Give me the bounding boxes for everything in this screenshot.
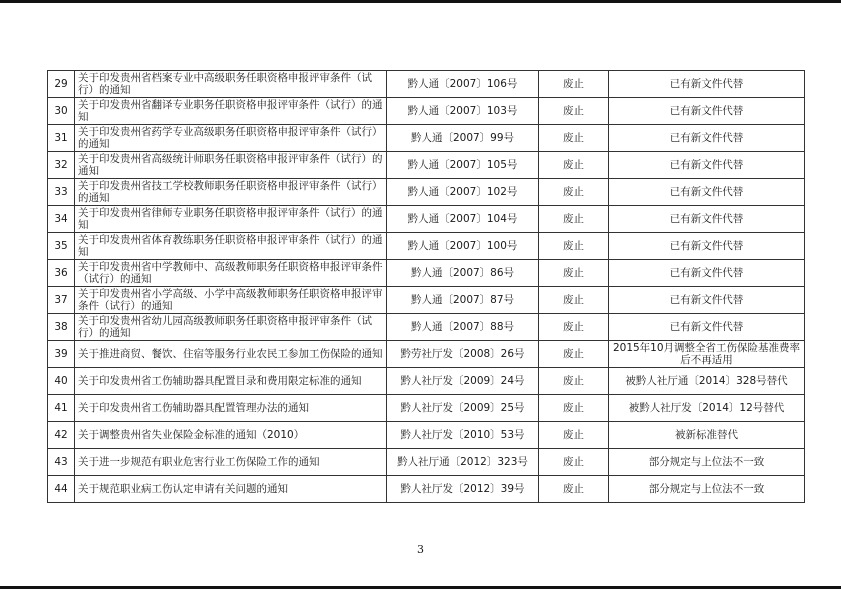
document-number: 黔人通〔2007〕105号 xyxy=(387,152,539,179)
document-title: 关于推进商贸、餐饮、住宿等服务行业农民工参加工伤保险的通知 xyxy=(75,341,387,368)
remark-cell: 已有新文件代替 xyxy=(609,314,805,341)
status-cell: 废止 xyxy=(539,368,609,395)
remark-cell: 被黔人社厅发〔2014〕12号替代 xyxy=(609,395,805,422)
table-row xyxy=(48,125,805,152)
remark-cell: 被黔人社厅通〔2014〕328号替代 xyxy=(609,368,805,395)
document-number: 黔人通〔2007〕106号 xyxy=(387,71,539,98)
row-number: 35 xyxy=(48,233,75,260)
table-row xyxy=(48,395,805,422)
remark-cell: 已有新文件代替 xyxy=(609,260,805,287)
status-cell: 废止 xyxy=(539,71,609,98)
document-number: 黔人通〔2007〕103号 xyxy=(387,98,539,125)
status-cell: 废止 xyxy=(539,422,609,449)
row-number: 30 xyxy=(48,98,75,125)
remark-cell: 已有新文件代替 xyxy=(609,287,805,314)
document-title: 关于印发贵州省工伤辅助器具配置管理办法的通知 xyxy=(75,395,387,422)
table-row xyxy=(48,233,805,260)
table-row xyxy=(48,287,805,314)
status-cell: 废止 xyxy=(539,476,609,503)
row-number: 43 xyxy=(48,449,75,476)
status-cell: 废止 xyxy=(539,449,609,476)
status-cell: 废止 xyxy=(539,233,609,260)
status-cell: 废止 xyxy=(539,179,609,206)
table-body xyxy=(48,71,805,503)
document-title: 关于印发贵州省中学教师中、高级教师职务任职资格申报评审条件（试行）的通知 xyxy=(75,260,387,287)
status-cell: 废止 xyxy=(539,206,609,233)
document-number: 黔人通〔2007〕100号 xyxy=(387,233,539,260)
document-title: 关于印发贵州省翻译专业职务任职资格申报评审条件（试行）的通知 xyxy=(75,98,387,125)
document-number: 黔人通〔2007〕104号 xyxy=(387,206,539,233)
document-number: 黔劳社厅发〔2008〕26号 xyxy=(387,341,539,368)
row-number: 40 xyxy=(48,368,75,395)
page-number: 3 xyxy=(417,543,424,556)
status-cell: 废止 xyxy=(539,341,609,368)
status-cell: 废止 xyxy=(539,260,609,287)
row-number: 33 xyxy=(48,179,75,206)
row-number: 44 xyxy=(48,476,75,503)
table-row xyxy=(48,314,805,341)
remark-cell: 2015年10月调整全省工伤保险基准费率后不再适用 xyxy=(609,341,805,368)
table-row xyxy=(48,422,805,449)
document-number: 黔人通〔2007〕99号 xyxy=(387,125,539,152)
row-number: 39 xyxy=(48,341,75,368)
remark-cell: 部分规定与上位法不一致 xyxy=(609,449,805,476)
document-number: 黔人通〔2007〕86号 xyxy=(387,260,539,287)
remark-cell: 已有新文件代替 xyxy=(609,233,805,260)
table-row xyxy=(48,449,805,476)
remark-cell: 部分规定与上位法不一致 xyxy=(609,476,805,503)
table-row xyxy=(48,260,805,287)
table-row xyxy=(48,152,805,179)
row-number: 38 xyxy=(48,314,75,341)
document-number: 黔人社厅发〔2009〕24号 xyxy=(387,368,539,395)
document-number: 黔人社厅发〔2012〕39号 xyxy=(387,476,539,503)
top-border-rule xyxy=(0,0,841,3)
status-cell: 废止 xyxy=(539,125,609,152)
row-number: 31 xyxy=(48,125,75,152)
status-cell: 废止 xyxy=(539,152,609,179)
table-row xyxy=(48,206,805,233)
remark-cell: 被新标准替代 xyxy=(609,422,805,449)
document-title: 关于调整贵州省失业保险金标准的通知（2010） xyxy=(75,422,387,449)
abolished-documents-table xyxy=(47,70,805,503)
document-title: 关于印发贵州省小学高级、小学中高级教师职务任职资格申报评审条件（试行）的通知 xyxy=(75,287,387,314)
row-number: 29 xyxy=(48,71,75,98)
bottom-border-rule xyxy=(0,586,841,589)
document-number: 黔人通〔2007〕102号 xyxy=(387,179,539,206)
table-row xyxy=(48,179,805,206)
document-number: 黔人通〔2007〕88号 xyxy=(387,314,539,341)
document-number: 黔人社厅发〔2010〕53号 xyxy=(387,422,539,449)
document-title: 关于进一步规范有职业危害行业工伤保险工作的通知 xyxy=(75,449,387,476)
table-row xyxy=(48,341,805,368)
remark-cell: 已有新文件代替 xyxy=(609,152,805,179)
row-number: 37 xyxy=(48,287,75,314)
status-cell: 废止 xyxy=(539,395,609,422)
remark-cell: 已有新文件代替 xyxy=(609,206,805,233)
table-row xyxy=(48,476,805,503)
remark-cell: 已有新文件代替 xyxy=(609,179,805,206)
row-number: 36 xyxy=(48,260,75,287)
table-row xyxy=(48,98,805,125)
status-cell: 废止 xyxy=(539,287,609,314)
document-number: 黔人社厅通〔2012〕323号 xyxy=(387,449,539,476)
document-title: 关于印发贵州省档案专业中高级职务任职资格申报评审条件（试行）的通知 xyxy=(75,71,387,98)
document-title: 关于印发贵州省高级统计师职务任职资格申报评审条件（试行）的通知 xyxy=(75,152,387,179)
table-row xyxy=(48,368,805,395)
document-title: 关于印发贵州省体育教练职务任职资格申报评审条件（试行）的通知 xyxy=(75,233,387,260)
document-title: 关于印发贵州省律师专业职务任职资格申报评审条件（试行）的通知 xyxy=(75,206,387,233)
document-number: 黔人社厅发〔2009〕25号 xyxy=(387,395,539,422)
document-title: 关于印发贵州省工伤辅助器具配置目录和费用限定标准的通知 xyxy=(75,368,387,395)
remark-cell: 已有新文件代替 xyxy=(609,98,805,125)
row-number: 41 xyxy=(48,395,75,422)
document-title: 关于印发贵州省幼儿园高级教师职务任职资格申报评审条件（试行）的通知 xyxy=(75,314,387,341)
table-row xyxy=(48,71,805,98)
remark-cell: 已有新文件代替 xyxy=(609,125,805,152)
row-number: 34 xyxy=(48,206,75,233)
remark-cell: 已有新文件代替 xyxy=(609,71,805,98)
document-title: 关于规范职业病工伤认定申请有关问题的通知 xyxy=(75,476,387,503)
status-cell: 废止 xyxy=(539,314,609,341)
row-number: 32 xyxy=(48,152,75,179)
status-cell: 废止 xyxy=(539,98,609,125)
row-number: 42 xyxy=(48,422,75,449)
document-title: 关于印发贵州省技工学校教师职务任职资格申报评审条件（试行）的通知 xyxy=(75,179,387,206)
document-title: 关于印发贵州省药学专业高级职务任职资格申报评审条件（试行）的通知 xyxy=(75,125,387,152)
document-number: 黔人通〔2007〕87号 xyxy=(387,287,539,314)
